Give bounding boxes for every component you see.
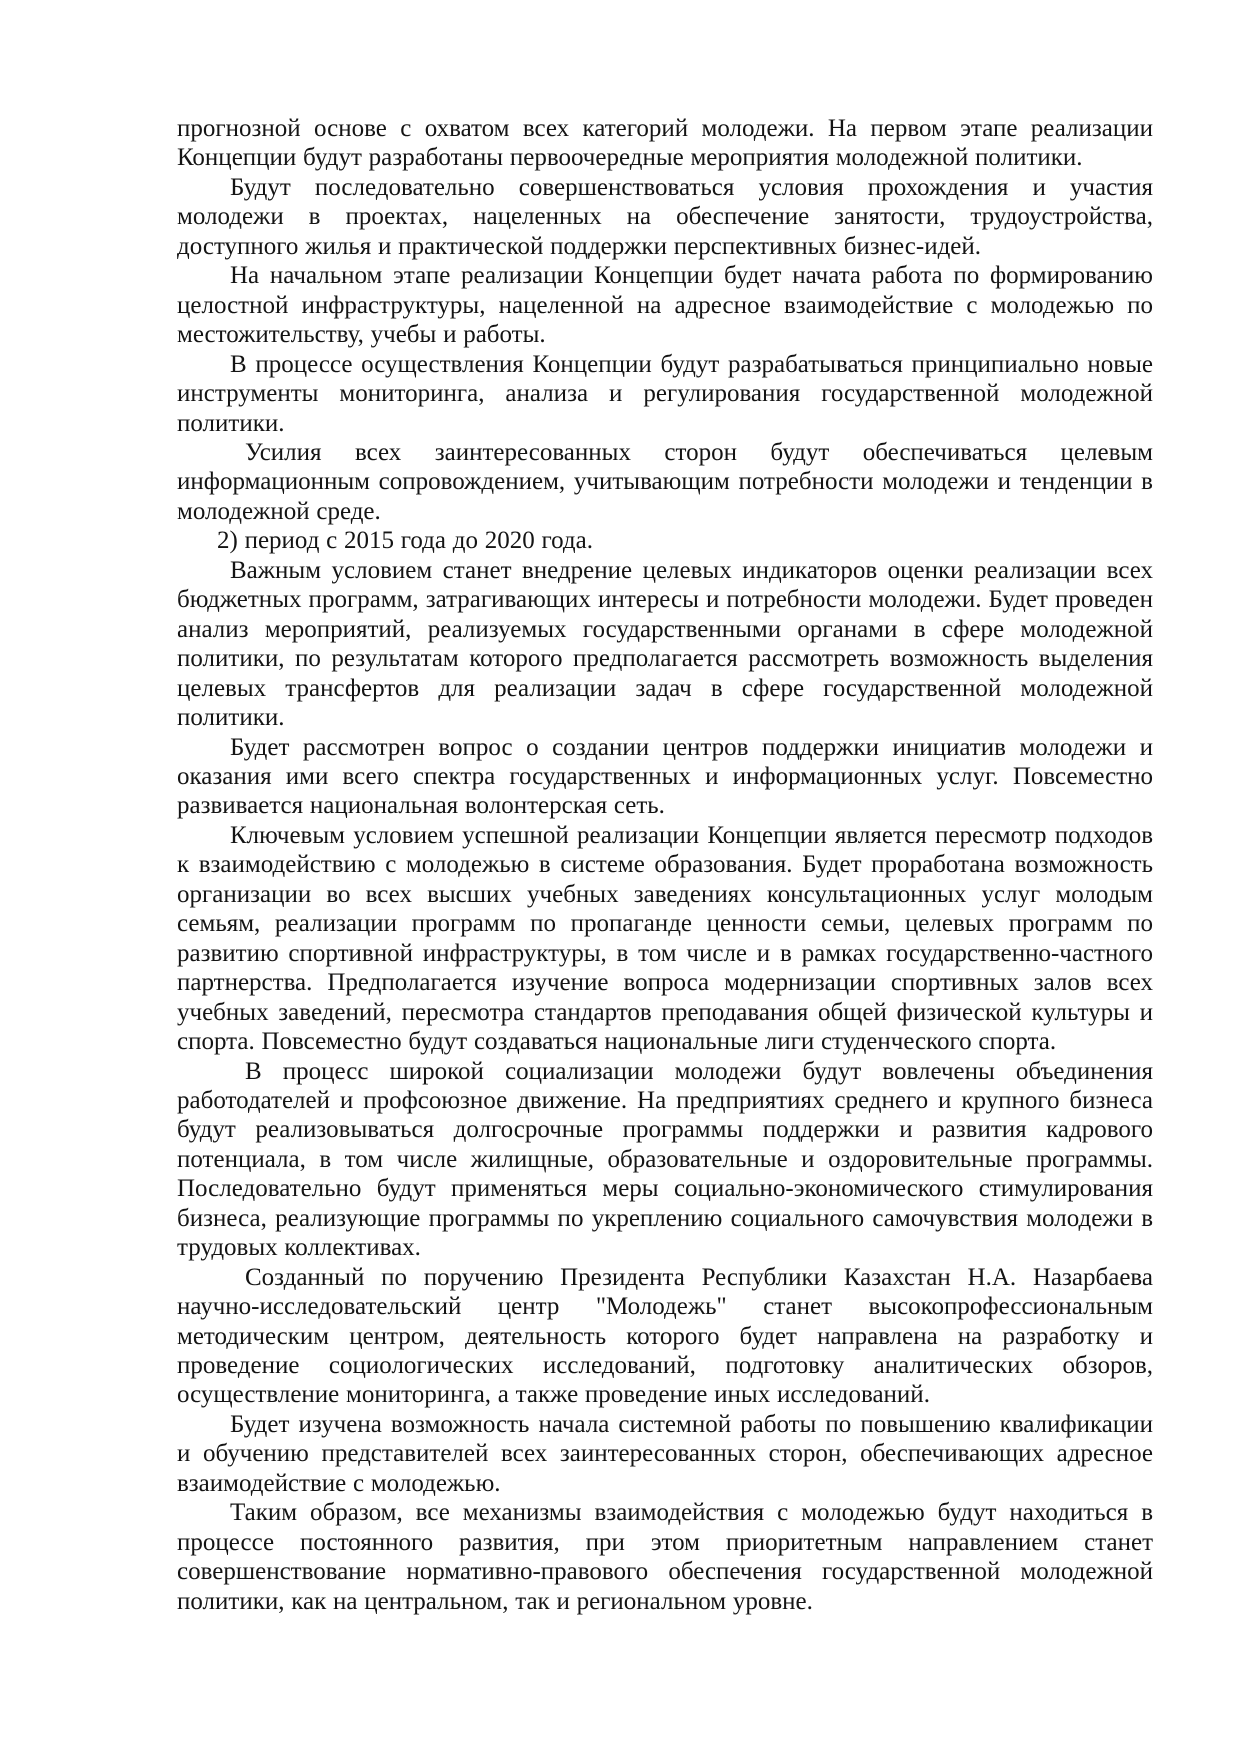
paragraph-12: Будет изучена возможность начала системной работы по повышению квалификации и обучению представителей всех заинтересованных сторон, обеспечивающих адресное взаимодействие с молодежью. — [177, 1410, 1153, 1497]
paragraph-7: Важным условием станет внедрение целевых индикаторов оценки реализации всех бюджетных программ, затрагивающих интересы и потребности молодежи. Будет проведен анализ мероприятий, реализуемых государственными органами в сфере молодежной политики, по результатам которого предполагается рассмотреть возможность выделения целевых трансфертов для реализации задач в сфере государственной молодежной политики. — [177, 556, 1153, 732]
paragraph-8: Будет рассмотрен вопрос о создании центров поддержки инициатив молодежи и оказания ими всего спектра государственных и информационных услуг. Повсеместно развивается национальная волонтерская сеть. — [177, 733, 1153, 820]
paragraph-continuation: прогнозной основе с охватом всех категорий молодежи. На первом этапе реализации Концепции будут разработаны первоочередные мероприятия молодежной политики. — [177, 115, 1153, 172]
paragraph-5: Усилия всех заинтересованных сторон будут обеспечиваться целевым информационным сопровождением, учитывающим потребности молодежи и тенденции в молодежной среде. — [177, 438, 1153, 525]
paragraph-4: В процессе осуществления Концепции будут разрабатываться принципиально новые инструменты мониторинга, анализа и регулирования государственной молодежной политики. — [177, 350, 1153, 437]
paragraph-11: Созданный по поручению Президента Республики Казахстан Н.А. Назарбаева научно-исследовательский центр "Молодежь" станет высокопрофессиональным методическим центром, деятельность которого будет направлена на разработку и проведение социологических исследований, подготовку аналитических обзоров, осуществление мониторинга, а также проведение иных исследований. — [177, 1263, 1153, 1409]
paragraph-3: На начальном этапе реализации Концепции будет начата работа по формированию целостной инфраструктуры, нацеленной на адресное взаимодействие с молодежью по местожительству, учебы и работы. — [177, 262, 1153, 349]
document-text-block — [177, 114, 1153, 1616]
paragraph-10: В процесс широкой социализации молодежи будут вовлечены объединения работодателей и профсоюзное движение. На предприятиях среднего и крупного бизнеса будут реализовываться долгосрочные программы поддержки и развития кадрового потенциала, в том числе жилищные, образовательные и оздоровительные программы. Последовательно будут применяться меры социально-экономического стимулирования бизнеса, реализующие программы по укреплению социального самочувствия молодежи в трудовых коллективах. — [177, 1057, 1153, 1262]
paragraph-2: Будут последовательно совершенствоваться условия прохождения и участия молодежи в проектах, нацеленных на обеспечение занятости, трудоустройства, доступного жилья и практической поддержки перспективных бизнес-идей. — [177, 173, 1153, 260]
paragraph-6-list-item: 2) период с 2015 года до 2020 года. — [217, 527, 593, 555]
paragraph-13: Таким образом, все механизмы взаимодействия с молодежью будут находиться в процессе постоянного развития, при этом приоритетным направлением станет совершенствование нормативно-правового обеспечения государственной молодежной политики, как на центральном, так и региональном уровне. — [177, 1499, 1153, 1615]
paragraph-9: Ключевым условием успешной реализации Концепции является пересмотр подходов к взаимодействию с молодежью в системе образования. Будет проработана возможность организации во всех высших учебных заведениях консультационных услуг молодым семьям, реализации программ по пропаганде ценности семьи, целевых программ по развитию спортивной инфраструктуры, в том числе и в рамках государственно-частного партнерства. Предполагается изучение вопроса модернизации спортивных залов всех учебных заведений, пересмотра стандартов преподавания общей физической культуры и спорта. Повсеместно будут создаваться национальные лиги студенческого спорта. — [177, 821, 1153, 1056]
